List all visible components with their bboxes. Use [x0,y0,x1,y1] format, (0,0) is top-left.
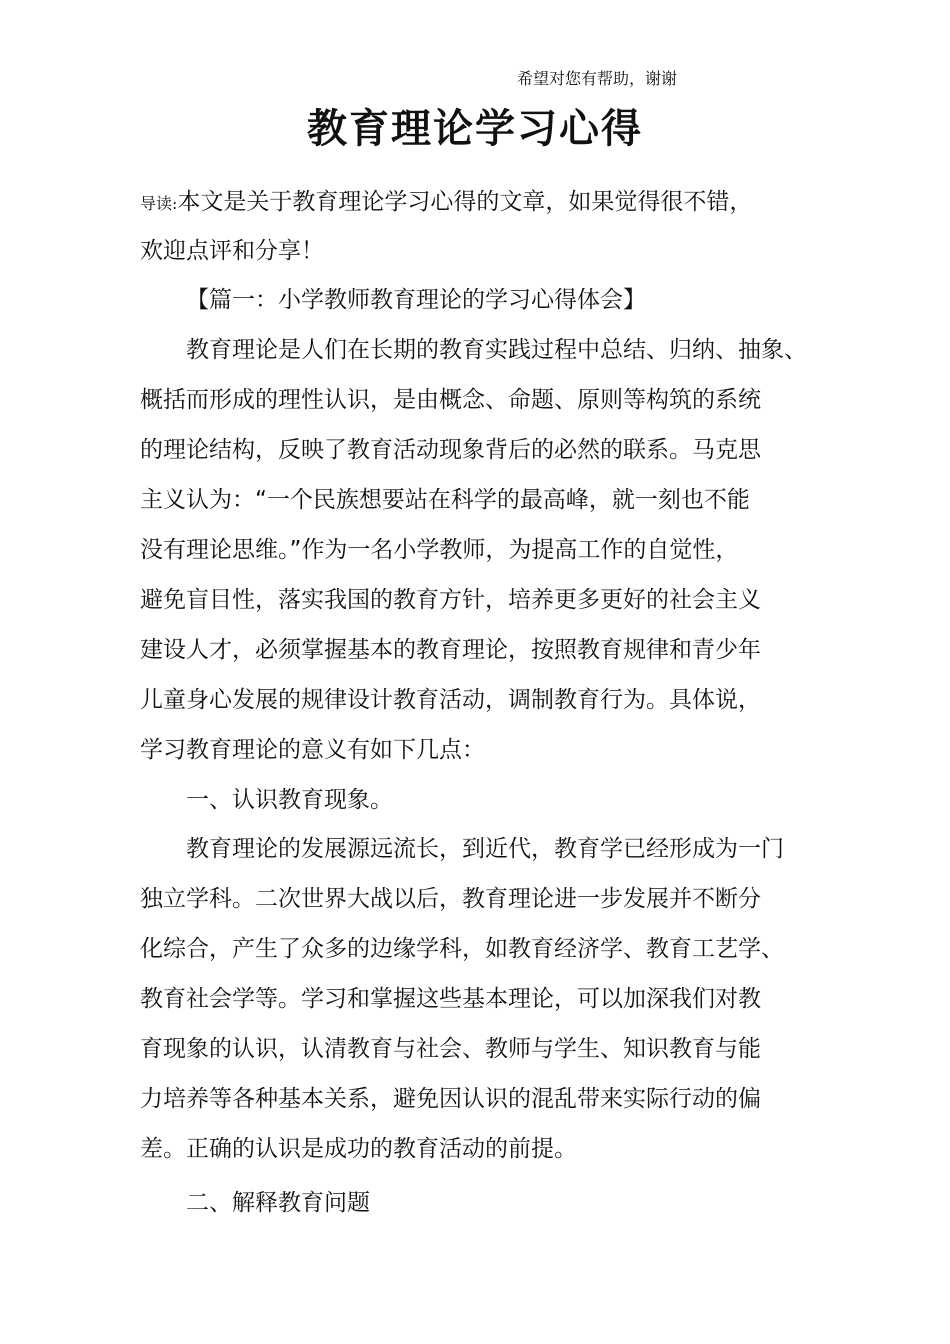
paragraph2-line: 教育社会学等。学习和掌握这些基本理论，可以加深我们对教 [140,986,761,1012]
section-title: 【篇一：小学教师教育理论的学习心得体会】 [186,287,646,313]
paragraph2-line: 育现象的认识，认清教育与社会、教师与学生、知识教育与能 [140,1036,761,1062]
heading-one: 一、认识教育现象。 [186,787,393,813]
paragraph2-line: 差。正确的认识是成功的教育活动的前提。 [140,1136,577,1162]
intro-text-1: 本文是关于教育理论学习心得的文章，如果觉得很不错， [177,189,753,215]
paragraph1-line: 概括而形成的理性认识，是由概念、命题、原则等构筑的系统 [140,387,761,413]
intro-line-1 [140,187,752,219]
paragraph1-line: 没有理论思维。”作为一名小学教师，为提高工作的自觉性， [140,537,739,563]
paragraph2-line: 化综合，产生了众多的边缘学科，如教育经济学、教育工艺学、 [140,936,784,962]
heading-two: 二、解释教育问题 [186,1190,370,1216]
paragraph1-line: 的理论结构，反映了教育活动现象背后的必然的联系。马克思 [140,437,761,463]
paragraph1-line: 建设人才，必须掌握基本的教育理论，按照教育规律和青少年 [140,637,761,663]
paragraph1-line: 儿童身心发展的规律设计教育活动，调制教育行为。具体说， [140,687,761,713]
paragraph1-line: 学习教育理论的意义有如下几点： [140,737,485,763]
intro-label: 导读: [140,194,178,213]
paragraph2-line: 教育理论的发展源远流长，到近代，教育学已经形成为一门 [186,836,784,862]
paragraph1-line: 主义认为：“一个民族想要站在科学的最高峰，就一刻也不能 [140,487,750,513]
paragraph1-line: 教育理论是人们在长期的教育实践过程中总结、归纳、抽象、 [186,337,807,363]
header-note: 希望对您有帮助，谢谢 [517,69,678,88]
intro-line-2: 欢迎点评和分享！ [140,238,324,264]
paragraph1-line: 避免盲目性，落实我国的教育方针，培养更多更好的社会主义 [140,587,761,613]
paragraph2-line: 力培养等各种基本关系，避免因认识的混乱带来实际行动的偏 [140,1086,761,1112]
paragraph2-line: 独立学科。二次世界大战以后，教育理论进一步发展并不断分 [140,886,761,912]
document-title: 教育理论学习心得 [307,106,643,152]
